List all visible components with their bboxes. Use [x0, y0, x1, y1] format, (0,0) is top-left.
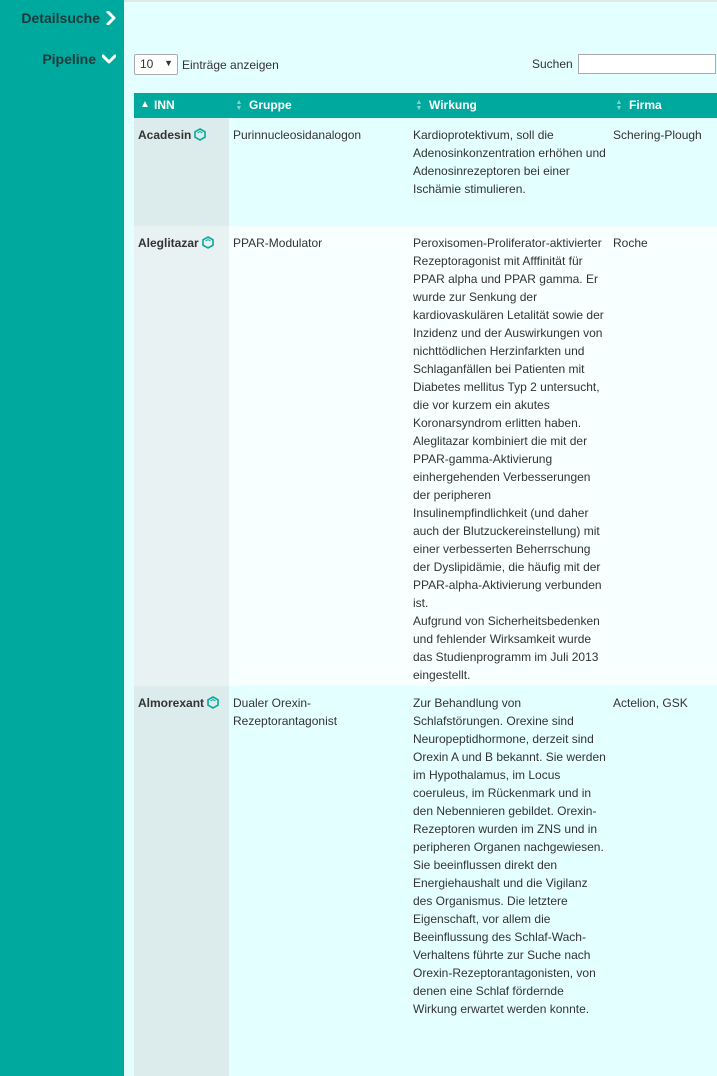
- search-input[interactable]: [578, 54, 716, 74]
- sidebar-item-label: Detailsuche: [21, 10, 100, 26]
- table-row: [134, 118, 717, 226]
- structure-hexagon-icon[interactable]: [202, 236, 214, 249]
- inn-name: Almorexant: [138, 696, 205, 710]
- structure-hexagon-icon[interactable]: [207, 696, 219, 709]
- structure-hexagon-icon[interactable]: [194, 128, 206, 141]
- sidebar-item-pipeline[interactable]: [42, 51, 116, 67]
- search-label: Suchen: [532, 57, 573, 71]
- sort-asc-icon: ▲: [140, 99, 150, 110]
- inn-cell: [134, 226, 229, 252]
- gruppe-cell: Purinnucleosidanalogon: [233, 128, 362, 142]
- drug-table: [134, 93, 717, 1076]
- inn-cell: [134, 118, 229, 144]
- column-header-label: INN: [154, 98, 175, 112]
- column-header-gruppe[interactable]: [235, 93, 292, 118]
- table-controls: [134, 54, 717, 76]
- table-row: [134, 226, 717, 686]
- firma-cell: Schering-Plough: [613, 128, 702, 142]
- sort-both-icon: ▲ ▼: [235, 98, 243, 112]
- firma-cell: Actelion, GSK: [613, 696, 688, 710]
- inn-cell-background: [134, 686, 229, 1076]
- inn-name: Aleglitazar: [138, 236, 199, 250]
- column-header-wirkung[interactable]: [415, 93, 477, 118]
- column-header-label: Firma: [629, 98, 662, 112]
- chevron-down-icon: [102, 54, 116, 64]
- inn-name: Acadesin: [138, 128, 192, 142]
- column-header-label: Gruppe: [249, 98, 292, 112]
- column-header-inn[interactable]: [140, 93, 175, 118]
- wirkung-note: Aufgrund von Sicherheitsbedenken und fehlender Wirksamkeit wurde das Studienprogramm im Juli 2013 eingestellt.: [413, 614, 600, 682]
- entries-length-select[interactable]: [134, 54, 178, 75]
- wirkung-cell: [413, 226, 607, 684]
- sort-both-icon: ▲ ▼: [415, 98, 423, 112]
- entries-length-value: 10: [140, 57, 154, 71]
- inn-cell: [134, 686, 229, 712]
- firma-cell: Roche: [613, 236, 648, 250]
- caret-down-icon: ▼: [164, 58, 173, 68]
- table-header: [134, 93, 717, 118]
- column-header-label: Wirkung: [429, 98, 477, 112]
- sidebar-item-detailsuche[interactable]: [21, 10, 116, 26]
- gruppe-cell: Dualer Orexin-Rezeptorantagonist: [233, 696, 338, 728]
- inn-cell-background: [134, 226, 229, 686]
- chevron-right-icon: [106, 11, 116, 25]
- sidebar: [0, 0, 124, 1076]
- wirkung-cell: Zur Behandlung von Schlafstörungen. Orexine sind Neuropeptidhormone, derzeit sind Orexin A und B bekannt. Sie werden im Hypothalamus, im Locus coeruleus, im Rückenmark und in den Nebennieren gebildet. Orexin-Rezeptoren wurden im ZNS und in peripheren Organen nachgewiesen. Sie beeinflussen direkt den Energiehaushalt und die Vigilanz des Organismus. Die letztere Eigenschaft, vor allem die Beeinflussung des Schlaf-Wach-Verhaltens führte zur Suche nach Orexin-Rezeptorantagonisten, von denen eine Schlaf fördernde Wirkung erwartet werden konnte.: [413, 696, 606, 1016]
- sort-both-icon: ▲ ▼: [615, 98, 623, 112]
- sidebar-item-label: Pipeline: [42, 51, 96, 67]
- wirkung-cell: Kardioprotektivum, soll die Adenosinkonzentration erhöhen und Adenosinrezeptoren bei einer Ischämie stimulieren.: [413, 128, 606, 196]
- table-row: [134, 686, 717, 1076]
- column-header-firma[interactable]: [615, 93, 662, 118]
- top-divider: [124, 0, 717, 2]
- wirkung-text: Peroxisomen-Proliferator-aktivierter Rezeptoragonist mit Afffinität für PPAR alpha und PPAR gamma. Er wurde zur Senkung der kardiovaskulären Letalität sowie der Inzidenz und der Auswirkungen von nichttödlichen Herzinfarkten und Schlaganfällen bei Patienten mit Diabetes mellitus Typ 2 untersucht, die vor kurzem ein akutes Koronarsyndrom erlitten haben. Aleglitazar kombiniert die mit der PPAR-gamma-Aktivierung einhergehenden Verbesserungen der peripheren Insulinempfindlichkeit (und daher auch der Blutzuckereinstellung) mit einer verbesserten Beherrschung der Dyslipidämie, die häufig mit der PPAR-alpha-Aktivierung verbunden ist.: [413, 236, 604, 610]
- gruppe-cell: PPAR-Modulator: [233, 236, 323, 250]
- entries-length-label: Einträge anzeigen: [182, 58, 279, 72]
